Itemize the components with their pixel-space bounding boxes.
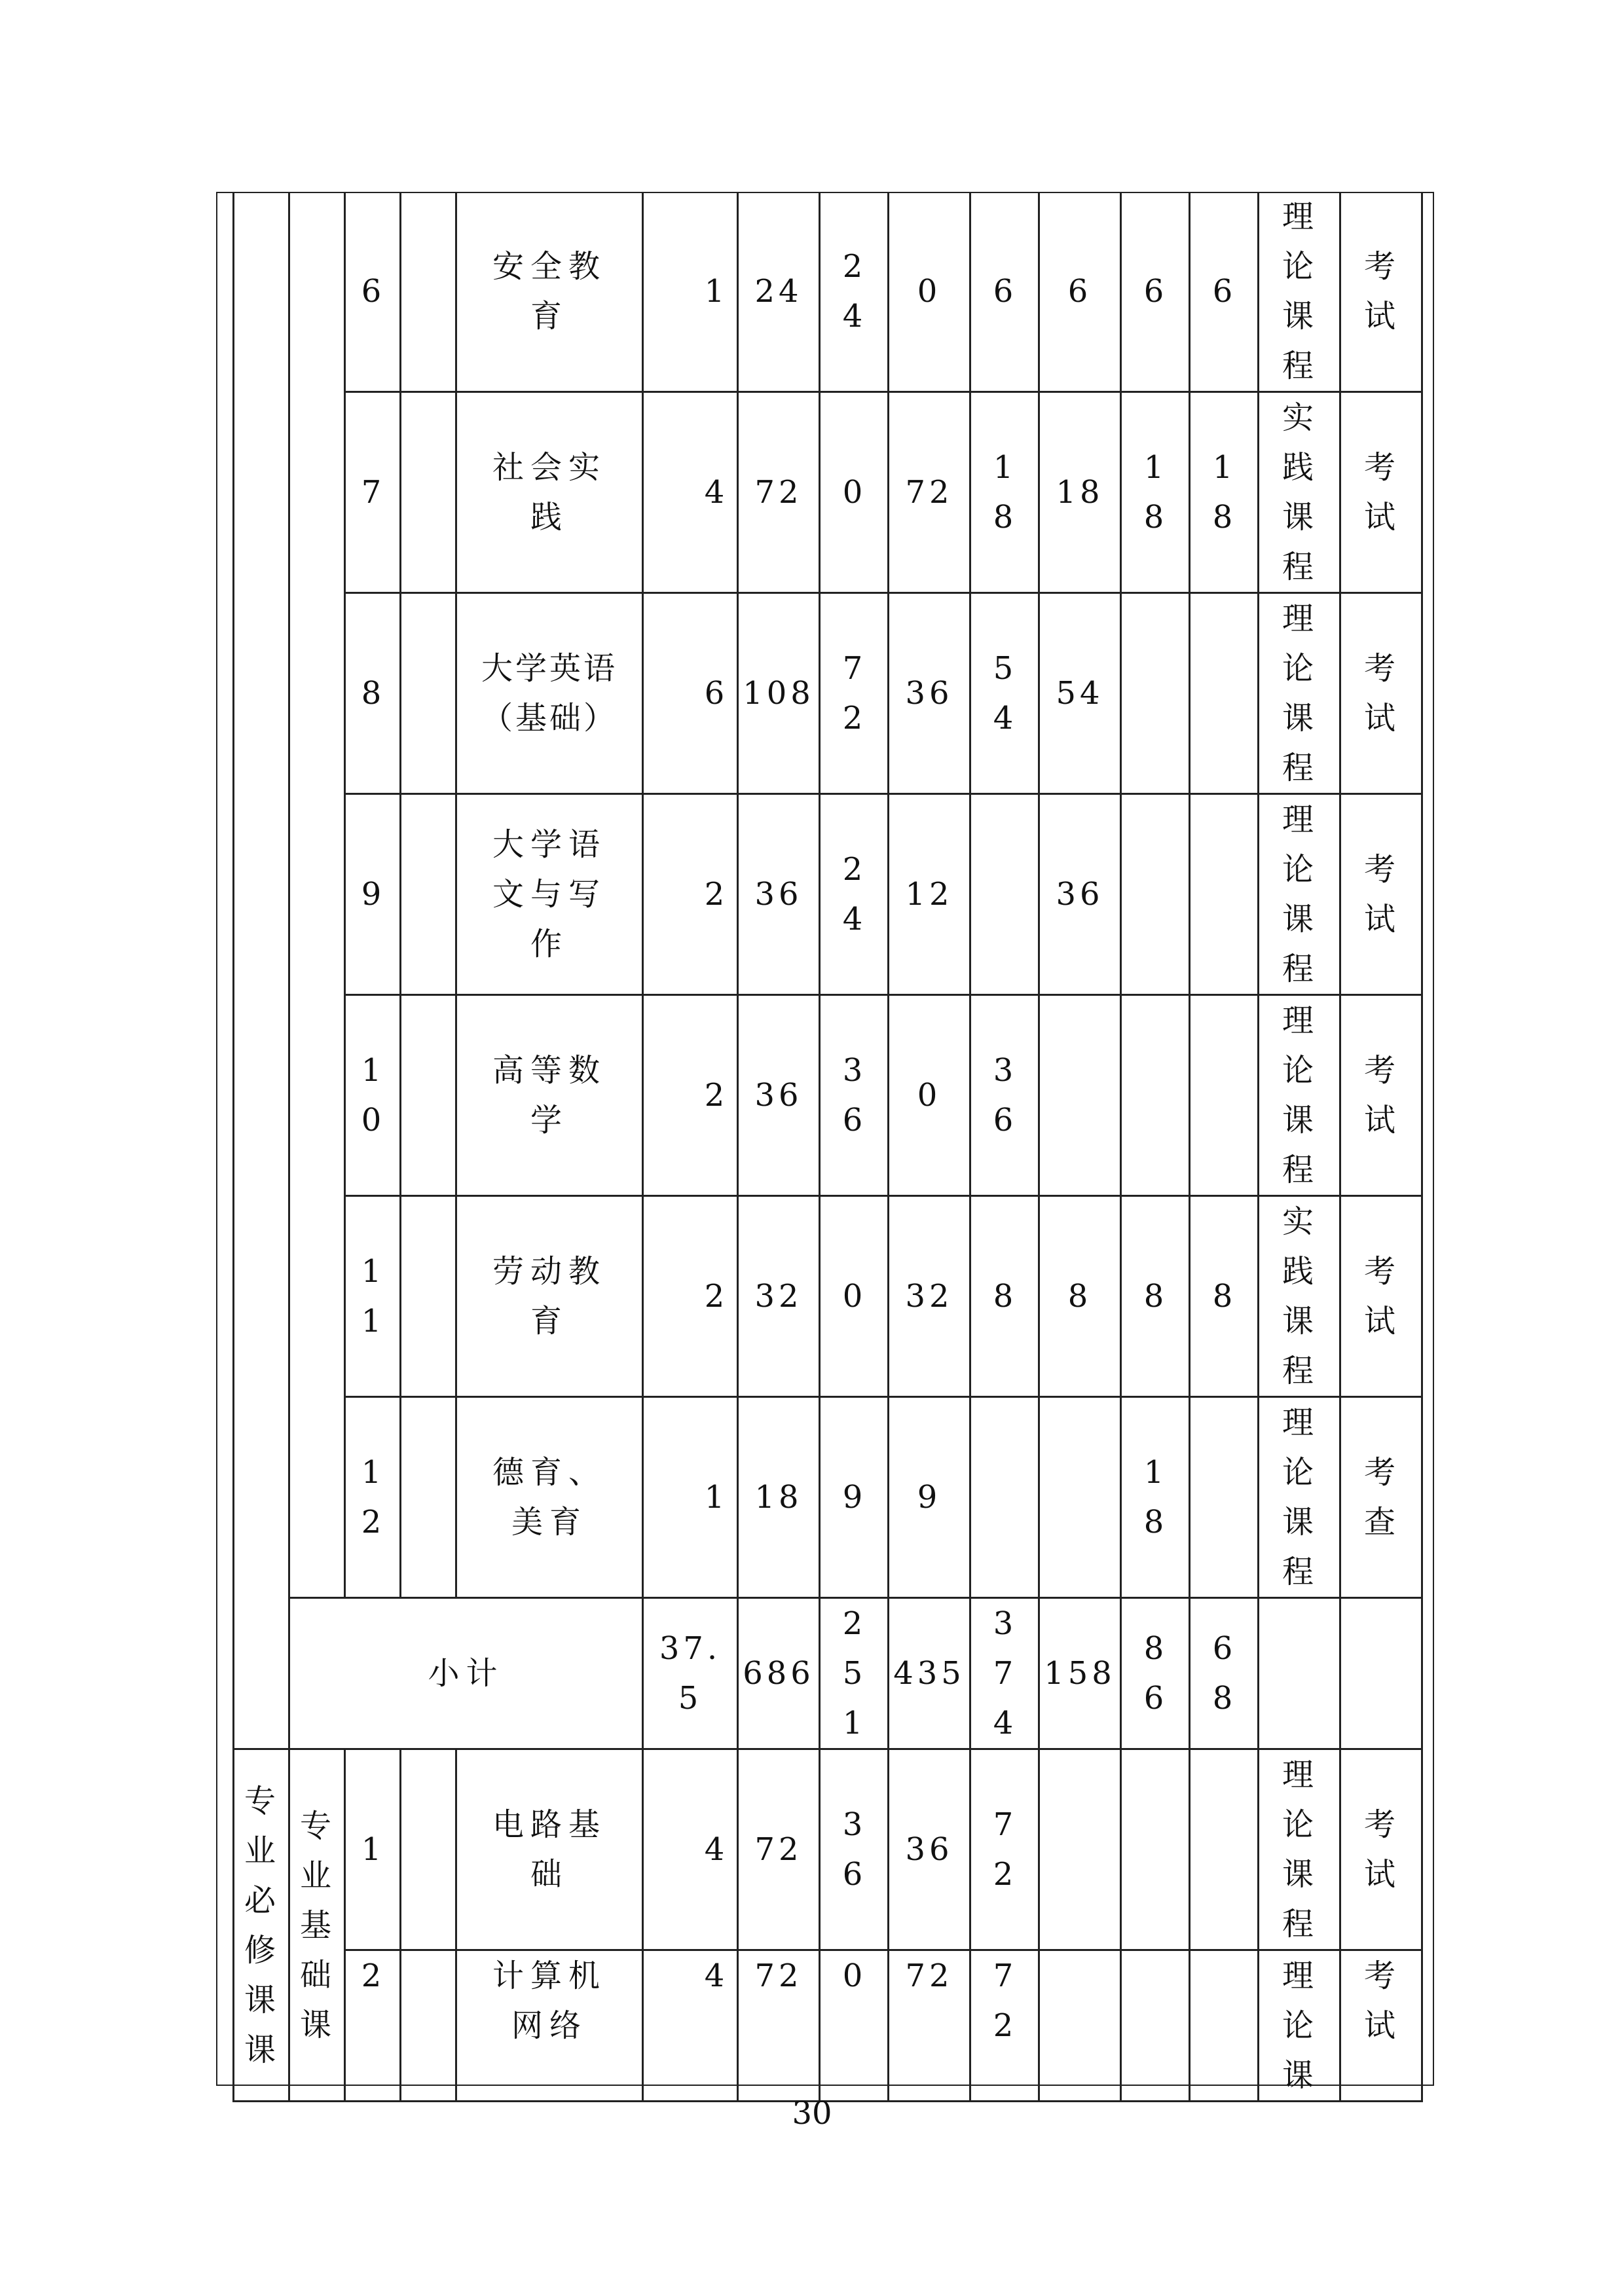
credits: 4 xyxy=(643,1950,738,2102)
practice-hours: 12 xyxy=(889,794,970,995)
semester-3-hours xyxy=(1121,593,1190,794)
credits: 1 xyxy=(643,192,738,392)
practice-hours: 72 xyxy=(889,1950,970,2102)
course-name: 德育、美育 xyxy=(456,1397,643,1598)
semester-1-hours: 54 xyxy=(970,593,1039,794)
course-name: 安全教育 xyxy=(456,192,643,392)
total-hours: 18 xyxy=(738,1397,820,1598)
course-code xyxy=(401,1196,456,1397)
subtotal-theory-hours: 251 xyxy=(820,1598,889,1749)
subtotal-row xyxy=(234,1598,1422,1749)
semester-3-hours xyxy=(1121,794,1190,995)
credits: 4 xyxy=(643,1749,738,1950)
course-name: 计算机网络 xyxy=(456,1950,643,2102)
credits: 2 xyxy=(643,995,738,1196)
semester-2-hours xyxy=(1039,1950,1121,2102)
semester-4-hours: 6 xyxy=(1190,192,1259,392)
row-number: 7 xyxy=(345,392,401,593)
semester-3-hours: 6 xyxy=(1121,192,1190,392)
semester-4-hours xyxy=(1190,1749,1259,1950)
credits: 4 xyxy=(643,392,738,593)
subtotal-assess xyxy=(1340,1598,1422,1749)
table-row xyxy=(234,1950,1422,2102)
semester-3-hours xyxy=(1121,1749,1190,1950)
table-row xyxy=(234,794,1422,995)
credits: 2 xyxy=(643,794,738,995)
semester-2-hours: 8 xyxy=(1039,1196,1121,1397)
assessment-method: 考试 xyxy=(1340,794,1422,995)
total-hours: 72 xyxy=(738,1749,820,1950)
course-type: 理论课程 xyxy=(1259,794,1340,995)
semester-2-hours: 6 xyxy=(1039,192,1121,392)
semester-3-hours xyxy=(1121,995,1190,1196)
theory-hours: 36 xyxy=(820,995,889,1196)
total-hours: 36 xyxy=(738,794,820,995)
semester-1-hours: 36 xyxy=(970,995,1039,1196)
page-number: 30 xyxy=(792,2095,832,2132)
semester-1-hours xyxy=(970,1397,1039,1598)
practice-hours: 0 xyxy=(889,192,970,392)
course-type: 实践课程 xyxy=(1259,392,1340,593)
theory-hours: 24 xyxy=(820,192,889,392)
course-code xyxy=(401,1397,456,1598)
assessment-method: 考查 xyxy=(1340,1397,1422,1598)
semester-1-hours: 6 xyxy=(970,192,1039,392)
assessment-method: 考试 xyxy=(1340,392,1422,593)
semester-2-hours xyxy=(1039,1397,1121,1598)
semester-4-hours xyxy=(1190,1397,1259,1598)
total-hours: 72 xyxy=(738,1950,820,2102)
semester-1-hours: 18 xyxy=(970,392,1039,593)
semester-1-hours: 8 xyxy=(970,1196,1039,1397)
row-number: 11 xyxy=(345,1196,401,1397)
row-number: 2 xyxy=(345,1950,401,2102)
subtotal-semester-1: 374 xyxy=(970,1598,1039,1749)
semester-2-hours: 36 xyxy=(1039,794,1121,995)
course-code xyxy=(401,1749,456,1950)
subtotal-credits: 37.5 xyxy=(643,1598,738,1749)
course-code xyxy=(401,1950,456,2102)
semester-4-hours xyxy=(1190,794,1259,995)
theory-hours: 9 xyxy=(820,1397,889,1598)
course-type: 理论课程 xyxy=(1259,1749,1340,1950)
semester-3-hours: 18 xyxy=(1121,392,1190,593)
row-number: 1 xyxy=(345,1749,401,1950)
major-category-cell: 专业必修课课 xyxy=(234,1749,289,2102)
subtotal-type xyxy=(1259,1598,1340,1749)
table-row xyxy=(234,1196,1422,1397)
total-hours: 36 xyxy=(738,995,820,1196)
total-hours: 72 xyxy=(738,392,820,593)
course-name: 大学语文与写作 xyxy=(456,794,643,995)
semester-1-hours: 72 xyxy=(970,1950,1039,2102)
semester-4-hours xyxy=(1190,1950,1259,2102)
assessment-method: 考试 xyxy=(1340,1749,1422,1950)
course-name: 高等数学 xyxy=(456,995,643,1196)
course-code xyxy=(401,593,456,794)
table-row xyxy=(234,392,1422,593)
practice-hours: 9 xyxy=(889,1397,970,1598)
table-row xyxy=(234,1749,1422,1950)
theory-hours: 0 xyxy=(820,1950,889,2102)
assessment-method: 考试 xyxy=(1340,192,1422,392)
assessment-method: 考试 xyxy=(1340,1196,1422,1397)
table-row xyxy=(234,1397,1422,1598)
row-number: 6 xyxy=(345,192,401,392)
semester-4-hours xyxy=(1190,995,1259,1196)
course-type: 理论课程 xyxy=(1259,995,1340,1196)
credits: 2 xyxy=(643,1196,738,1397)
theory-hours: 24 xyxy=(820,794,889,995)
assessment-method: 考试 xyxy=(1340,1950,1422,2102)
subcategory-cell xyxy=(289,192,345,1598)
semester-4-hours: 8 xyxy=(1190,1196,1259,1397)
course-code xyxy=(401,794,456,995)
total-hours: 108 xyxy=(738,593,820,794)
table-row xyxy=(234,995,1422,1196)
semester-2-hours: 18 xyxy=(1039,392,1121,593)
course-name: 电路基础 xyxy=(456,1749,643,1950)
practice-hours: 36 xyxy=(889,593,970,794)
course-table xyxy=(232,192,1423,2102)
practice-hours: 0 xyxy=(889,995,970,1196)
credits: 6 xyxy=(643,593,738,794)
row-number: 12 xyxy=(345,1397,401,1598)
subtotal-total-hours: 686 xyxy=(738,1598,820,1749)
subtotal-semester-4: 68 xyxy=(1190,1598,1259,1749)
row-number: 8 xyxy=(345,593,401,794)
semester-1-hours xyxy=(970,794,1039,995)
major-subcategory-cell: 专业基础课 xyxy=(289,1749,345,2102)
course-code xyxy=(401,995,456,1196)
course-type: 理论课程 xyxy=(1259,1397,1340,1598)
row-number: 10 xyxy=(345,995,401,1196)
course-type: 实践课程 xyxy=(1259,1196,1340,1397)
theory-hours: 0 xyxy=(820,1196,889,1397)
theory-hours: 72 xyxy=(820,593,889,794)
row-number: 9 xyxy=(345,794,401,995)
category-cell xyxy=(234,192,289,1749)
semester-2-hours xyxy=(1039,995,1121,1196)
subtotal-semester-3: 86 xyxy=(1121,1598,1190,1749)
semester-2-hours: 54 xyxy=(1039,593,1121,794)
course-code xyxy=(401,392,456,593)
semester-3-hours xyxy=(1121,1950,1190,2102)
subtotal-practice-hours: 435 xyxy=(889,1598,970,1749)
assessment-method: 考试 xyxy=(1340,995,1422,1196)
practice-hours: 72 xyxy=(889,392,970,593)
theory-hours: 36 xyxy=(820,1749,889,1950)
course-type: 理论课 xyxy=(1259,1950,1340,2102)
total-hours: 32 xyxy=(738,1196,820,1397)
theory-hours: 0 xyxy=(820,392,889,593)
semester-3-hours: 8 xyxy=(1121,1196,1190,1397)
semester-1-hours: 72 xyxy=(970,1749,1039,1950)
course-code xyxy=(401,192,456,392)
course-type: 理论课程 xyxy=(1259,192,1340,392)
semester-3-hours: 18 xyxy=(1121,1397,1190,1598)
course-name: 社会实践 xyxy=(456,392,643,593)
practice-hours: 36 xyxy=(889,1749,970,1950)
course-name: 劳动教育 xyxy=(456,1196,643,1397)
semester-4-hours: 18 xyxy=(1190,392,1259,593)
course-name: 大学英语（基础） xyxy=(456,593,643,794)
semester-4-hours xyxy=(1190,593,1259,794)
subtotal-semester-2: 158 xyxy=(1039,1598,1121,1749)
semester-2-hours xyxy=(1039,1749,1121,1950)
assessment-method: 考试 xyxy=(1340,593,1422,794)
practice-hours: 32 xyxy=(889,1196,970,1397)
course-type: 理论课程 xyxy=(1259,593,1340,794)
credits: 1 xyxy=(643,1397,738,1598)
table-row xyxy=(234,593,1422,794)
subtotal-label: 小计 xyxy=(289,1598,643,1749)
table-row xyxy=(234,192,1422,392)
total-hours: 24 xyxy=(738,192,820,392)
